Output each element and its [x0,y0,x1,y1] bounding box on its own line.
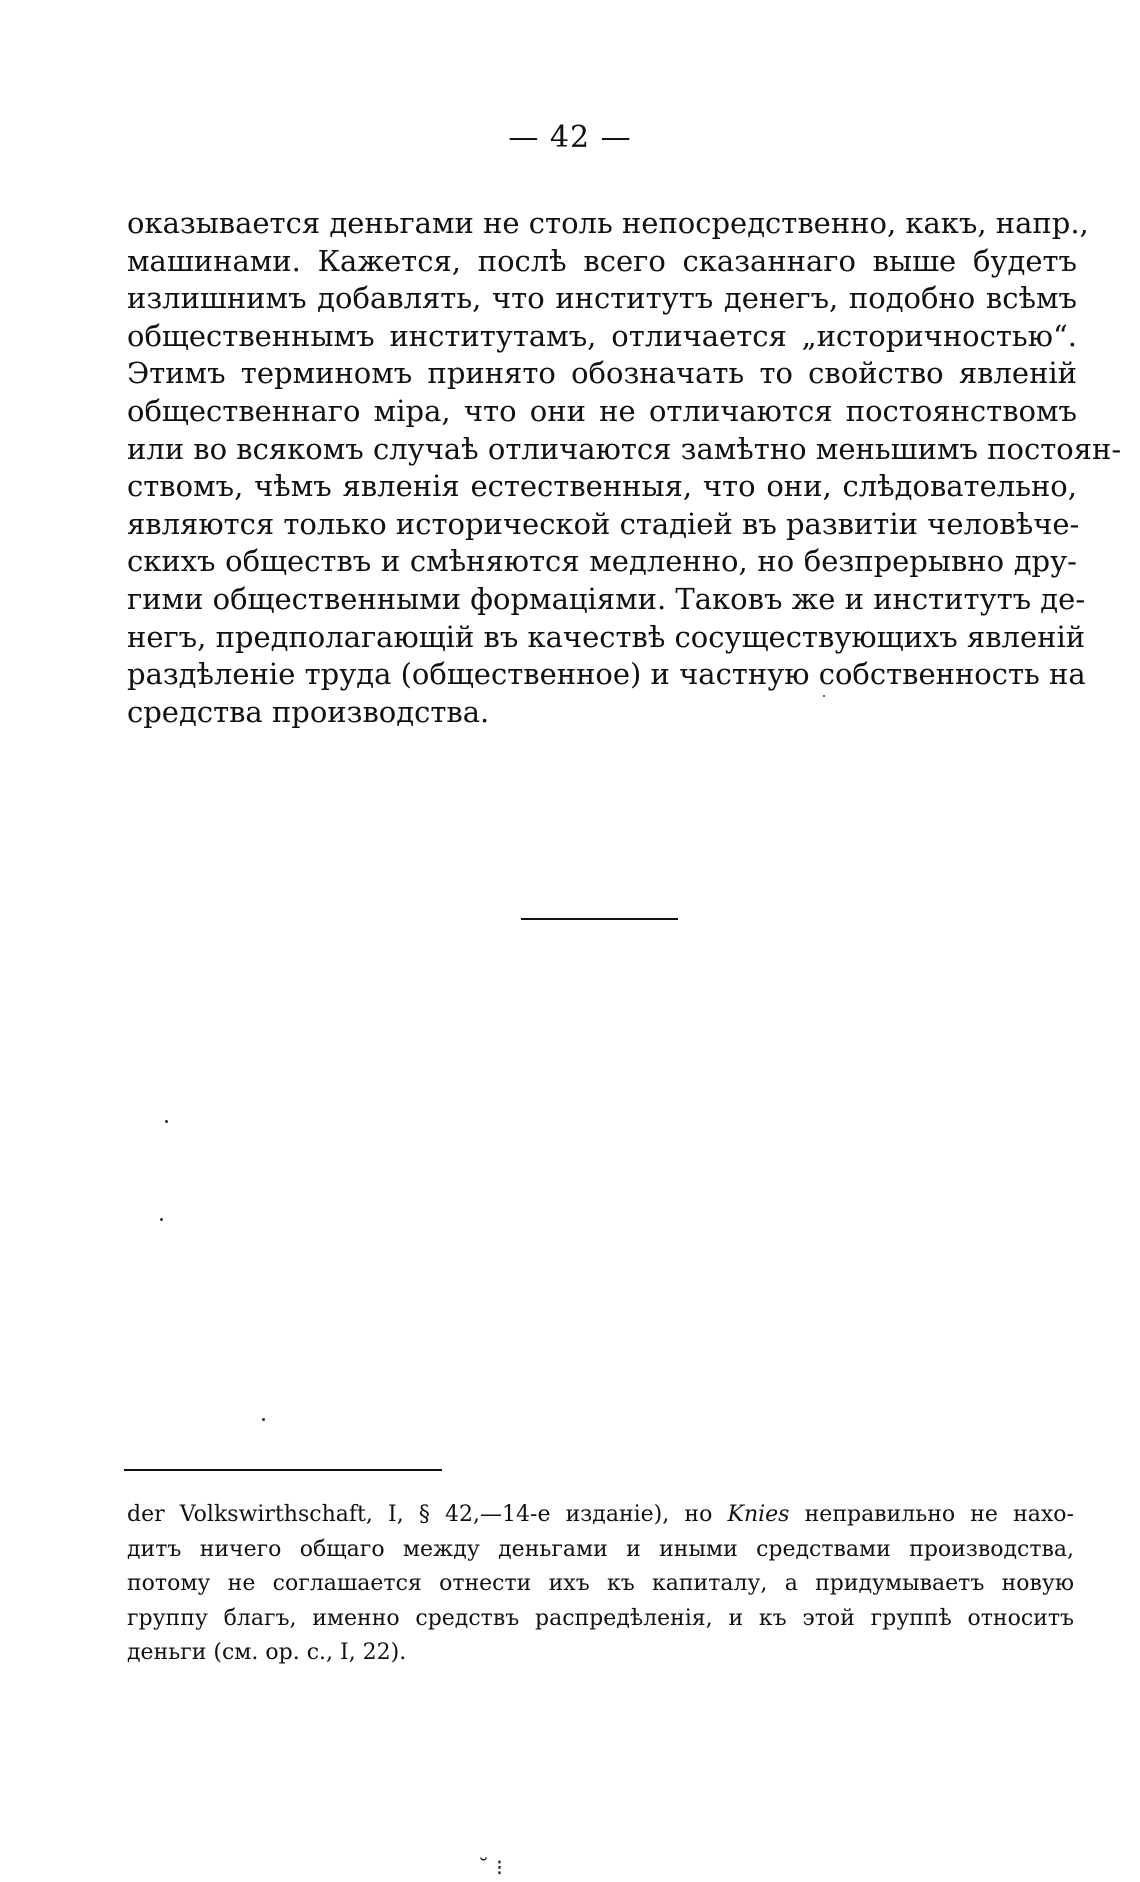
print-speck [262,1418,265,1421]
footnote-line: дитъ ничего общаго между деньгами и иными средствами производства, [127,1536,1074,1562]
body-line: негъ, предполагающій въ качествѣ сосуществующихъ явленій [127,619,1086,654]
body-line: оказывается деньгами не столь непосредственно, какъ, напр., [127,206,1089,240]
body-line: средства производства. [127,694,490,729]
footnote-line [127,1498,1074,1533]
body-line: скихъ обществъ и смѣняются медленно, но безпрерывно дру- [127,544,1077,579]
body-line: являются только исторической стадіей въ развитіи человѣче- [127,506,1080,541]
print-speck [823,695,825,697]
body-line: раздѣленіе труда (общественное) и частную собственность на [127,657,1086,692]
page-number: — 42 — [508,120,632,155]
footnote-divider [124,1469,442,1471]
body-line: или во всякомъ случаѣ отличаются замѣтно меньшимъ постоян- [127,431,1122,466]
body-line: общественнаго міра, что они не отличаются постоянствомъ [127,393,1077,428]
print-speck [165,1120,168,1123]
body-line: излишнимъ добавлять, что институтъ денегъ, подобно всѣмъ [127,281,1077,316]
footnote-line: группу благъ, именно средствъ распредѣленія, и къ этой группѣ относитъ [127,1605,1074,1631]
footnote-text: der Volkswirthschaft, I, § 42,—14-е изданіе), но [127,1502,728,1527]
footnote [127,1498,1074,1671]
footnote-line: потому не соглашается отнести ихъ къ капиталу, а придумываетъ новую [127,1571,1074,1597]
body-line: общественнымъ институтамъ, отличается „историчностью“. [127,318,1077,353]
section-divider [521,918,678,920]
body-paragraph [127,205,1122,731]
print-speck [160,1218,163,1221]
footnote-text: неправильно не нахо- [789,1502,1074,1527]
body-line: машинами. Кажется, послѣ всего сказаннаго выше будетъ [127,243,1077,278]
printer-mark: ˘ ⁝ [478,1856,503,1881]
body-line: ствомъ, чѣмъ явленія естественныя, что они, слѣдовательно, [127,469,1077,504]
footnote-author: Knies [727,1502,790,1527]
body-line: Этимъ терминомъ принято обозначать то свойство явленій [127,356,1077,391]
body-line: гими общественными формаціями. Таковъ же и институтъ де- [127,581,1086,616]
footnote-line: деньги (см. op. c., I, 22). [127,1640,407,1666]
